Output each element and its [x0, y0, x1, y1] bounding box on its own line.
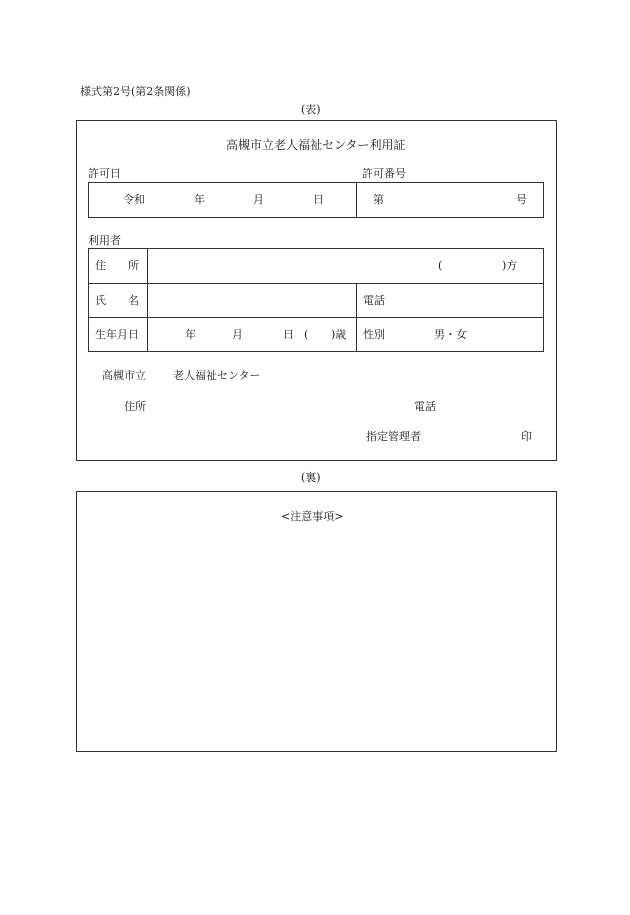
back-card — [76, 491, 557, 752]
gender-options: 男・女 — [434, 328, 467, 341]
birthdate-label: 生年月日 — [95, 328, 139, 341]
address-care-close: )方 — [502, 259, 518, 272]
permit-day: 日 — [313, 193, 324, 206]
notes-title: <注意事項> — [281, 510, 344, 523]
user-section-label: 利用者 — [88, 234, 121, 247]
user-row-divider-1 — [88, 283, 544, 284]
card-title: 高槻市立老人福祉センター利用証 — [226, 138, 406, 152]
user-label-column-divider — [147, 248, 148, 352]
address-care-open: ( — [438, 259, 443, 272]
permit-number-suffix: 号 — [516, 193, 527, 206]
manager-label: 指定管理者 — [366, 430, 421, 443]
permit-date-label: 許可日 — [88, 167, 121, 180]
birth-day: 日 — [283, 328, 294, 341]
permit-era: 令和 — [123, 193, 145, 206]
front-label: (表) — [301, 103, 321, 116]
birth-month: 月 — [232, 328, 243, 341]
user-row-divider-2 — [88, 317, 544, 318]
address-label: 住 所 — [95, 259, 139, 272]
age-close: )歳 — [331, 328, 347, 341]
gender-label: 性別 — [363, 328, 385, 341]
permit-number-prefix: 第 — [373, 193, 384, 206]
birth-year: 年 — [185, 328, 196, 341]
back-label: (裏) — [301, 471, 321, 484]
name-label: 氏 名 — [95, 294, 139, 307]
permit-year: 年 — [194, 193, 205, 206]
user-right-column-divider — [356, 283, 357, 352]
permit-number-label: 許可番号 — [362, 167, 406, 180]
age-open: ( — [304, 328, 309, 341]
facility-name: 老人福祉センター — [173, 369, 261, 382]
user-table — [88, 248, 544, 352]
facility-city: 高槻市立 — [102, 369, 146, 382]
facility-phone-label: 電話 — [414, 400, 436, 413]
permit-divider — [356, 182, 357, 218]
seal-mark: 印 — [521, 430, 532, 443]
user-phone-label: 電話 — [363, 294, 385, 307]
facility-address-label: 住所 — [124, 400, 146, 413]
form-number: 様式第2号(第2条関係) — [80, 85, 191, 98]
permit-month: 月 — [253, 193, 264, 206]
